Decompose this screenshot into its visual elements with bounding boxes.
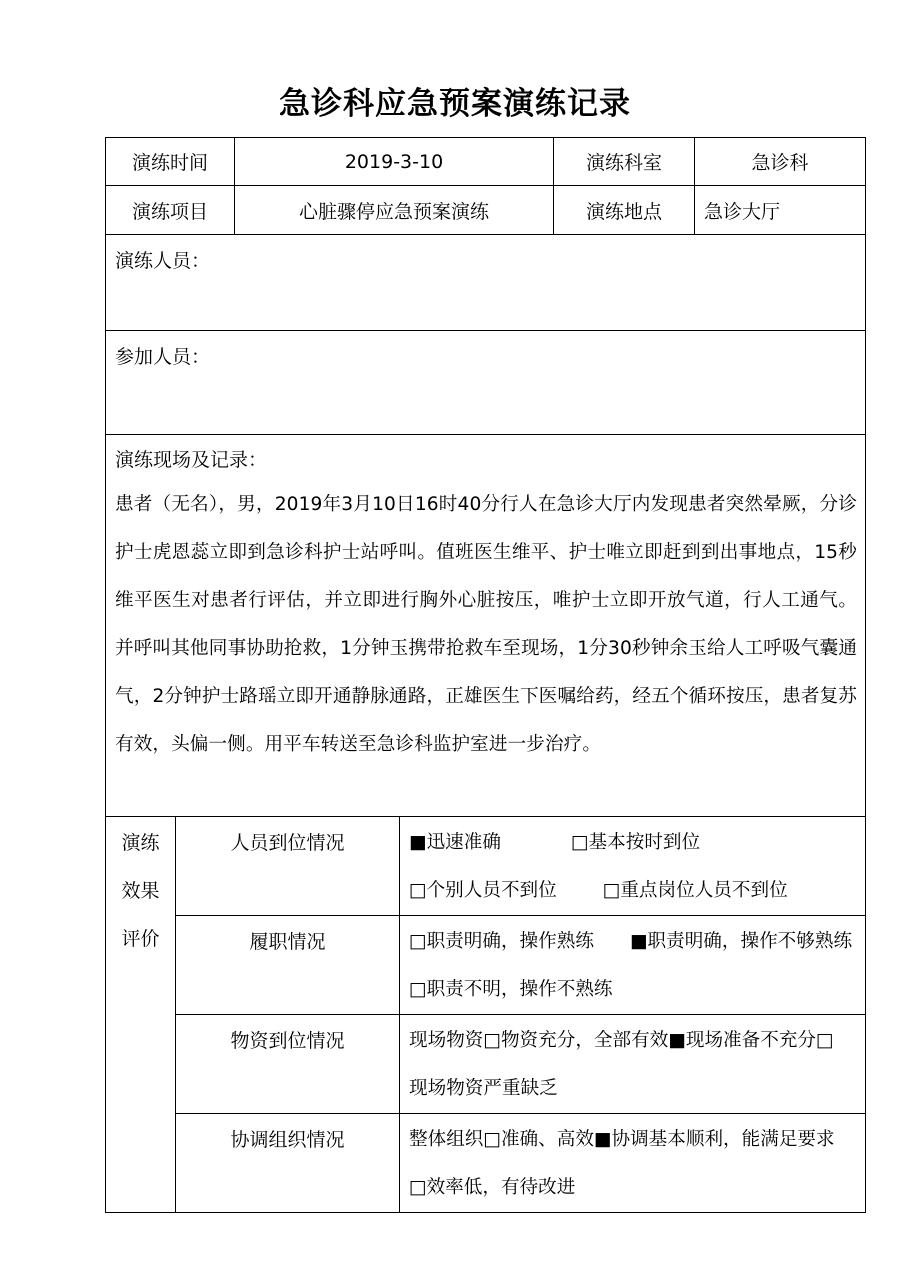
eval-row-staff-arrival	[106, 817, 866, 916]
label-drill-item: 演练项目	[106, 186, 235, 235]
row-participants	[106, 331, 866, 435]
option-basically-on-time: □基本按时到位	[570, 832, 701, 853]
eval-options-supplies	[400, 1015, 866, 1114]
row-drill-time	[106, 138, 866, 186]
evaluation-heading-line: 演练	[121, 832, 160, 854]
supplies-line-2: 现场物资严重缺乏	[409, 1078, 558, 1099]
label-drill-location: 演练地点	[554, 186, 695, 235]
row-drill-staff	[106, 235, 866, 331]
option-unclear-unskilled: □职责不明，操作不熟练	[409, 979, 613, 1000]
drill-record-form	[105, 137, 866, 1213]
evaluation-heading-line: 评价	[121, 928, 160, 950]
option-clear-not-skilled: ■职责明确，操作不够熟练	[629, 931, 853, 952]
eval-label-coordination: 协调组织情况	[176, 1114, 400, 1213]
eval-row-duty	[106, 916, 866, 1015]
row-drill-item	[106, 186, 866, 235]
value-drill-item: 心脏骤停应急预案演练	[235, 186, 554, 235]
eval-label-duty: 履职情况	[176, 916, 400, 1015]
page-title: 急诊科应急预案演练记录	[279, 86, 631, 122]
eval-row-supplies	[106, 1015, 866, 1114]
option-some-absent: □个别人员不到位	[409, 880, 557, 901]
eval-label-supplies: 物资到位情况	[176, 1015, 400, 1114]
option-clear-skilled: □职责明确，操作熟练	[409, 931, 594, 952]
option-fast-accurate: ■迅速准确	[409, 832, 501, 853]
supplies-line-1: 现场物资□物资充分，全部有效■现场准备不充分□	[409, 1030, 834, 1051]
evaluation-heading-line: 效果	[121, 880, 160, 902]
eval-label-staff-arrival: 人员到位情况	[176, 817, 400, 916]
label-drill-time: 演练时间	[106, 138, 235, 186]
participants-label: 参加人员：	[106, 331, 866, 435]
row-record	[106, 435, 866, 817]
record-cell	[106, 435, 866, 817]
value-drill-location: 急诊大厅	[695, 186, 866, 235]
eval-row-coordination	[106, 1114, 866, 1213]
value-drill-time: 2019-3-10	[235, 138, 554, 186]
coordination-line-1: 整体组织□准确、高效■协调基本顺利，能满足要求	[409, 1129, 835, 1150]
coordination-line-2: □效率低，有待改进	[409, 1177, 576, 1198]
option-key-posts-absent: □重点岗位人员不到位	[602, 880, 788, 901]
value-drill-department: 急诊科	[695, 138, 866, 186]
record-label: 演练现场及记录：	[115, 449, 268, 471]
eval-options-duty	[400, 916, 866, 1015]
record-text: 患者（无名），男，2019年3月10日16时40分行人在急诊大厅内发现患者突然晕厥，分诊护士虎恩蕊立即到急诊科护士站呼叫。值班医生维平、护士唯立即赶到到出事地点，15秒维平医生对患者行评估，并立即进行胸外心脏按压，唯护士立即开放气道，行人工通气。并呼叫其他同事协助抢救，1分钟玉携带抢救车至现场，1分30秒钟余玉给人工呼吸气囊通气，2分钟护士路瑶立即开通静脉通路，正雄医生下医嘱给药，经五个循环按压，患者复苏有效，头偏一侧。用平车转送至急诊科监护室进一步治疗。	[115, 494, 858, 755]
drill-staff-label: 演练人员：	[106, 235, 866, 331]
evaluation-heading	[106, 817, 176, 1213]
eval-options-staff-arrival	[400, 817, 866, 916]
label-drill-department: 演练科室	[554, 138, 695, 186]
eval-options-coordination	[400, 1114, 866, 1213]
